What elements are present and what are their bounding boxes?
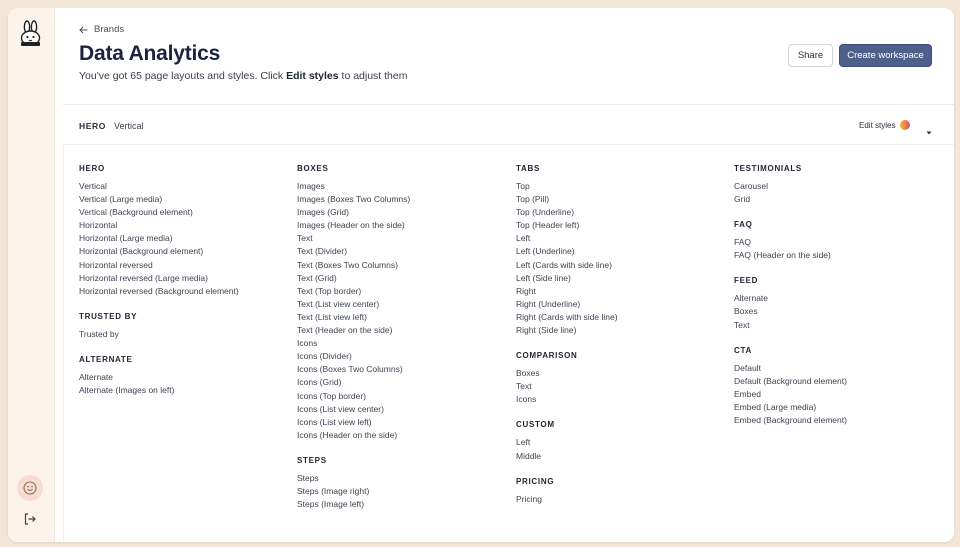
color-swatch-icon xyxy=(900,120,910,130)
section-title: ALTERNATE xyxy=(79,354,133,364)
layout-item[interactable]: Icons (Divider) xyxy=(297,351,352,362)
layout-section xyxy=(79,163,289,298)
layout-item[interactable]: Trusted by xyxy=(79,328,119,339)
layout-item[interactable]: Alternate (Images on left) xyxy=(79,385,175,396)
layout-item[interactable]: Images (Grid) xyxy=(297,207,349,218)
section-title: TESTIMONIALS xyxy=(734,164,802,173)
back-link-label: Brands xyxy=(94,24,125,35)
layout-item[interactable]: Text (Boxes Two Columns) xyxy=(297,259,398,270)
layout-item[interactable]: Horizontal (Background element) xyxy=(79,246,204,257)
layout-section xyxy=(734,219,944,262)
layout-column xyxy=(297,163,507,524)
layout-item[interactable]: Default (Background element) xyxy=(734,375,847,386)
layout-item[interactable]: Alternate xyxy=(734,293,769,304)
layout-item[interactable]: Left (Cards with side line) xyxy=(516,259,612,270)
section-title: TRUSTED BY xyxy=(79,311,138,321)
subtitle-text-post: to adjust them xyxy=(338,70,408,82)
layout-item[interactable]: Vertical (Background element) xyxy=(79,207,193,218)
create-workspace-button[interactable]: Create workspace xyxy=(839,44,932,67)
layout-item[interactable]: Text xyxy=(734,319,750,330)
layout-item[interactable]: Text (List view left) xyxy=(297,311,367,322)
layout-item[interactable]: Images (Boxes Two Columns) xyxy=(297,194,411,205)
layout-item[interactable]: Horizontal (Large media) xyxy=(79,233,173,244)
layout-item[interactable]: Text (List view center) xyxy=(297,298,380,309)
layout-item[interactable]: Steps xyxy=(297,472,319,483)
layout-item[interactable]: Pricing xyxy=(516,493,542,504)
section-title: FEED xyxy=(734,276,759,286)
layout-item[interactable]: Left (Underline) xyxy=(516,246,575,257)
chevron-down-icon[interactable] xyxy=(925,123,933,129)
section-title: HERO xyxy=(79,164,105,173)
hero-bar-value: Vertical xyxy=(113,121,144,131)
layout-section xyxy=(734,275,944,331)
layout-item[interactable]: Right (Underline) xyxy=(516,298,581,309)
user-avatar-smiley-icon[interactable] xyxy=(17,475,43,501)
layout-item[interactable]: Vertical xyxy=(79,181,107,191)
layout-item[interactable]: Icons (List view center) xyxy=(297,403,384,414)
layout-item[interactable]: Grid xyxy=(734,194,751,205)
layout-item[interactable]: Top xyxy=(516,181,530,191)
layout-item[interactable]: Horizontal reversed xyxy=(79,259,153,270)
selected-hero-bar xyxy=(79,121,143,131)
layout-section xyxy=(79,354,289,397)
section-title: TABS xyxy=(516,164,540,173)
section-title: BOXES xyxy=(297,164,329,173)
edit-styles-label: Edit styles xyxy=(859,120,896,130)
layout-section xyxy=(516,476,726,506)
back-to-brands-link[interactable] xyxy=(79,24,124,35)
layout-item[interactable]: Embed xyxy=(734,388,761,399)
app-window xyxy=(8,8,954,542)
layout-item[interactable]: Steps (Image right) xyxy=(297,485,370,496)
hero-bar-key: HERO xyxy=(79,121,106,131)
layout-item[interactable]: Icons (Header on the side) xyxy=(297,429,398,440)
section-title: CUSTOM xyxy=(516,420,555,430)
layout-item[interactable]: Boxes xyxy=(734,306,758,317)
layout-item[interactable]: Alternate xyxy=(79,371,114,382)
layout-item[interactable]: Carousel xyxy=(734,181,769,191)
layout-item[interactable]: Top (Pill) xyxy=(516,194,550,205)
layout-section xyxy=(297,163,507,442)
section-title: PRICING xyxy=(516,476,555,486)
layout-item[interactable]: Text (Top border) xyxy=(297,285,362,296)
layout-item[interactable]: Right (Side line) xyxy=(516,325,577,336)
layout-section xyxy=(297,455,507,511)
layout-item[interactable]: Icons (List view left) xyxy=(297,416,372,427)
layout-item[interactable]: Right (Cards with side line) xyxy=(516,311,618,322)
arrow-left-icon xyxy=(79,26,88,34)
layout-item[interactable]: Steps (Image left) xyxy=(297,499,365,510)
section-title: FAQ xyxy=(734,220,753,230)
layout-section xyxy=(516,350,726,406)
layout-column xyxy=(734,163,944,440)
layout-item[interactable]: Embed (Background element) xyxy=(734,415,847,426)
main-content xyxy=(55,8,954,542)
share-button[interactable]: Share xyxy=(788,44,833,67)
layout-section xyxy=(734,163,944,206)
layout-item[interactable]: Right xyxy=(516,285,536,296)
layout-column xyxy=(79,163,289,410)
layout-item[interactable]: Top (Underline) xyxy=(516,207,575,218)
layout-item[interactable]: Vertical (Large media) xyxy=(79,194,163,205)
layout-item[interactable]: Text (Grid) xyxy=(297,272,337,283)
layout-item[interactable]: Left (Side line) xyxy=(516,272,571,283)
layout-item[interactable]: Left xyxy=(516,233,531,244)
layout-section xyxy=(516,163,726,337)
layout-item[interactable]: Left xyxy=(516,437,531,448)
section-title: CTA xyxy=(734,345,752,355)
layout-item[interactable]: Horizontal reversed (Large media) xyxy=(79,272,208,283)
layout-section xyxy=(516,419,726,462)
layout-item[interactable]: Text (Divider) xyxy=(297,246,348,257)
layout-item[interactable]: Icons (Boxes Two Columns) xyxy=(297,364,403,375)
layout-item[interactable]: Images xyxy=(297,181,325,191)
layout-item[interactable]: Icons (Top border) xyxy=(297,390,366,401)
layout-item[interactable]: Top (Header left) xyxy=(516,220,580,231)
layout-item[interactable]: Boxes xyxy=(516,368,540,379)
layout-item[interactable]: Icons xyxy=(297,338,318,349)
section-title: COMPARISON xyxy=(516,351,578,361)
layout-item[interactable]: Icons (Grid) xyxy=(297,377,342,388)
layout-section xyxy=(734,345,944,427)
layout-item[interactable]: Text (Header on the side) xyxy=(297,325,393,336)
subtitle-text-pre: You've got 65 page layouts and styles. Click xyxy=(79,70,287,82)
layout-item[interactable]: Horizontal xyxy=(79,220,118,231)
layout-item[interactable]: FAQ (Header on the side) xyxy=(734,250,831,261)
layout-item[interactable]: Middle xyxy=(516,450,542,461)
bunny-logo-icon[interactable] xyxy=(17,20,45,48)
subtitle-emphasis: Edit styles xyxy=(286,70,339,82)
layout-item[interactable]: Default xyxy=(734,362,761,373)
layout-item[interactable]: FAQ xyxy=(734,237,752,248)
layout-item[interactable]: Icons xyxy=(516,394,537,405)
sidebar xyxy=(8,8,55,542)
logout-icon[interactable] xyxy=(22,511,38,527)
page-subtitle xyxy=(79,70,407,82)
layout-section xyxy=(79,311,289,341)
layout-item[interactable]: Images (Header on the side) xyxy=(297,220,405,231)
layout-column xyxy=(516,163,726,519)
edit-styles-button[interactable] xyxy=(859,120,910,130)
layout-item[interactable]: Embed (Large media) xyxy=(734,401,817,412)
layout-item[interactable]: Text xyxy=(516,381,532,392)
section-title: STEPS xyxy=(297,455,327,465)
layout-item[interactable]: Text xyxy=(297,233,313,244)
layout-item[interactable]: Horizontal reversed (Background element) xyxy=(79,285,239,296)
header-divider xyxy=(63,104,954,105)
page-title: Data Analytics xyxy=(79,42,221,65)
